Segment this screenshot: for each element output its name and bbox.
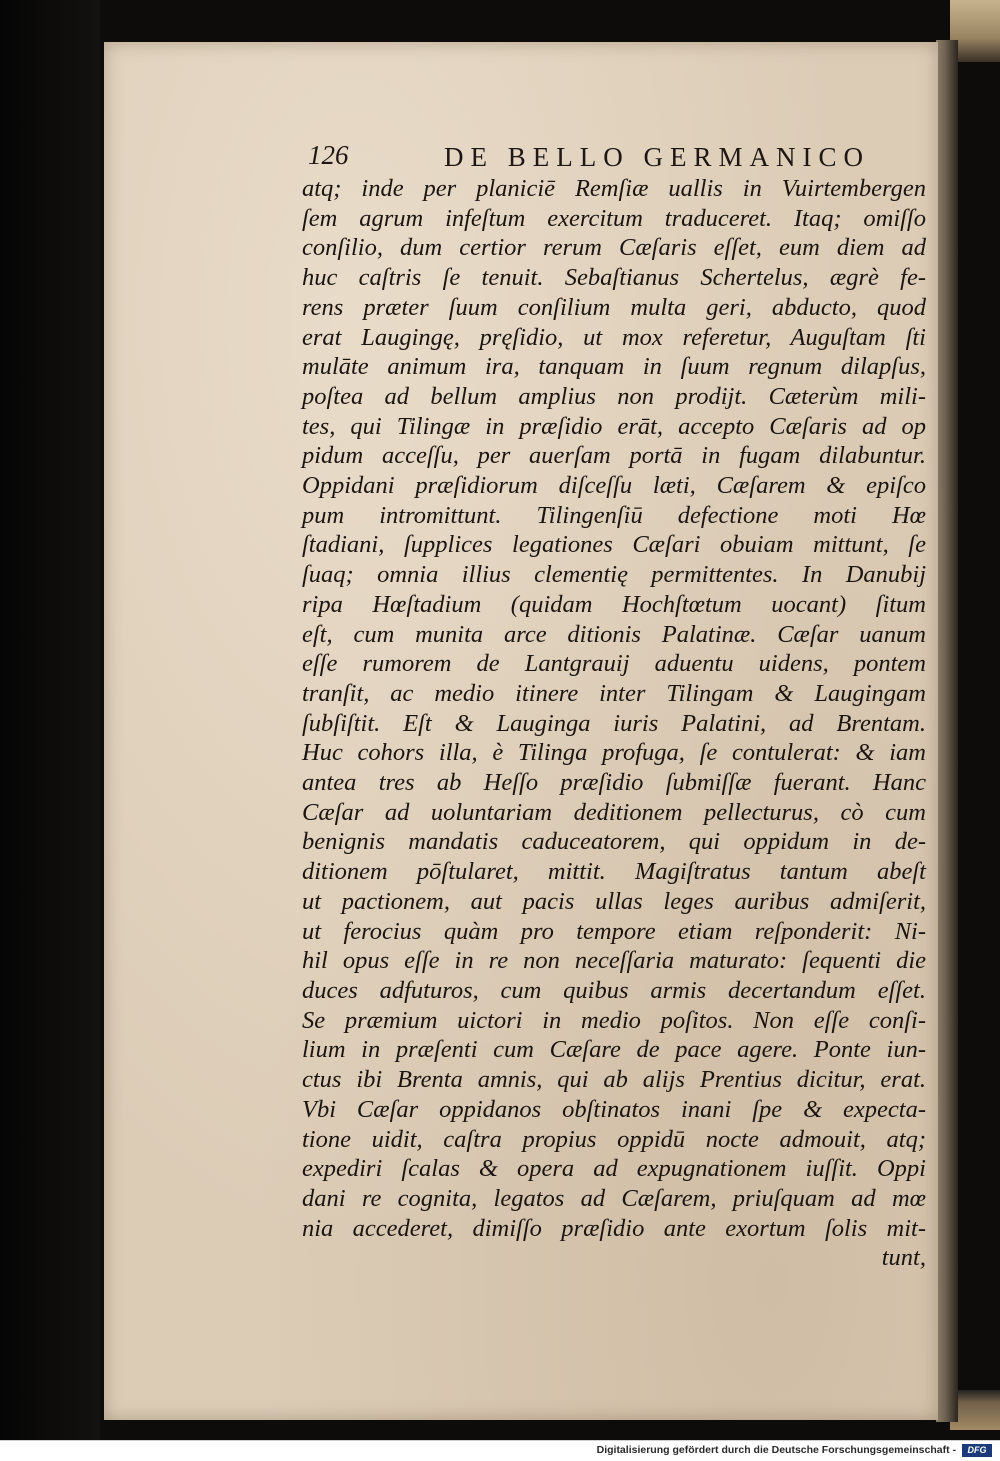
text-line: antea tres ab Heſſo præſidio ſubmiſſæ fuerant. Hanc bbox=[302, 769, 926, 797]
text-line: lium in præſenti cum Cæſare de pace agere. Ponte iun- bbox=[302, 1036, 926, 1064]
text-line: nia accederet, dimiſſo præſidio ante exortum ſolis mit- bbox=[302, 1214, 926, 1242]
text-line: hil opus eſſe in re non neceſſaria maturato: ſequenti die bbox=[302, 947, 926, 975]
text-line: atq; inde per planiciē Remſiæ uallis in Vuirtembergen bbox=[302, 175, 926, 202]
text-line: expediri ſcalas & opera ad expugnationem iuſſit. Oppi bbox=[302, 1155, 926, 1183]
funding-credit: Digitalisierung gefördert durch die Deutsche Forschungsgemeinschaft - bbox=[596, 1444, 956, 1456]
text-line: ſem agrum infeſtum exercitum traduceret. Itaq; omiſſo bbox=[302, 204, 926, 232]
text-line: rens præter ſuum conſilium multa geri, abducto, quod bbox=[302, 293, 926, 321]
text-line: ctus ibi Brenta amnis, qui ab alijs Prentius dicitur, erat. bbox=[302, 1066, 926, 1094]
text-line: pidum acceſſu, per auerſam portā in fugam dilabuntur. bbox=[302, 442, 926, 470]
text-line: mulāte animum ira, tanquam in ſuum regnum dilapſus, bbox=[302, 353, 926, 381]
text-line: conſilio, dum certior rerum Cæſaris eſſet, eum diem ad bbox=[302, 234, 926, 262]
text-line: ſuaq; omnia illius clementię permittentes. In Danubij bbox=[302, 561, 926, 589]
text-line: erat Laugingę, pręſidio, ut mox referetur, Auguſtam ſti bbox=[302, 323, 926, 351]
text-line: poſtea ad bellum amplius non prodijt. Cæterùm mili- bbox=[302, 382, 926, 410]
text-line: eſſe rumorem de Lantgrauij aduentu uidens, pontem bbox=[302, 650, 926, 678]
text-line: Se præmium uictori in medio poſitos. Non eſſe conſi- bbox=[302, 1006, 926, 1034]
text-line: dani re cognita, legatos ad Cæſarem, priuſquam ad mœ bbox=[302, 1184, 926, 1212]
text-line: tione uidit, caſtra propius oppidū nocte admouit, atq; bbox=[302, 1125, 926, 1153]
catchword: tunt, bbox=[881, 1244, 926, 1272]
scan-background bbox=[0, 0, 100, 1440]
running-head: DE BELLO GERMANICO bbox=[444, 142, 870, 172]
footer-bar bbox=[0, 1440, 1000, 1461]
text-line: Cæſar ad uoluntariam deditionem pellecturus, cò cum bbox=[302, 798, 926, 826]
text-line: ut pactionem, aut pacis ullas leges auribus admiſerit, bbox=[302, 887, 926, 915]
dfg-logo: DFG bbox=[962, 1444, 992, 1457]
text-line: huc caſtris ſe tenuit. Sebaſtianus Schertelus, ægrè fe- bbox=[302, 264, 926, 292]
text-line: eſt, cum munita arce ditionis Palatinæ. Cæſar uanum bbox=[302, 620, 926, 648]
text-line: duces adfuturos, cum quibus armis decertandum eſſet. bbox=[302, 976, 926, 1004]
text-line: ſtadiani, ſupplices legationes Cæſari obuiam mittunt, ſe bbox=[302, 531, 926, 559]
text-line: tranſit, ac medio itinere inter Tilingam & Laugingam bbox=[302, 679, 926, 707]
text-line: ripa Hœſtadium (quidam Hochſtœtum uocant) ſitum bbox=[302, 590, 926, 618]
text-line: Huc cohors illa, è Tilinga profuga, ſe contulerat: & iam bbox=[302, 739, 926, 767]
text-line: benignis mandatis caduceatorem, qui oppidum in de- bbox=[302, 828, 926, 856]
text-line: tes, qui Tilingæ in præſidio erāt, accepto Cæſaris ad op bbox=[302, 412, 926, 440]
page-number: 126 bbox=[308, 140, 349, 170]
body-text bbox=[302, 174, 926, 1273]
text-line: ditionem pōſtularet, mittit. Magiſtratus tantum abeſt bbox=[302, 858, 926, 886]
text-line: pum intromittunt. Tilingenſiū defectione moti Hœ bbox=[302, 501, 926, 529]
text-line: ut ferocius quàm pro tempore etiam reſponderit: Ni- bbox=[302, 917, 926, 945]
text-line: Oppidani præſidiorum diſceſſu læti, Cæſarem & epiſco bbox=[302, 472, 926, 500]
page-edge bbox=[936, 40, 958, 1422]
text-line: ſubſiſtit. Eſt & Lauginga iuris Palatini, ad Brentam. bbox=[302, 709, 926, 737]
text-line: Vbi Cæſar oppidanos obſtinatos inani ſpe & expecta- bbox=[302, 1095, 926, 1123]
